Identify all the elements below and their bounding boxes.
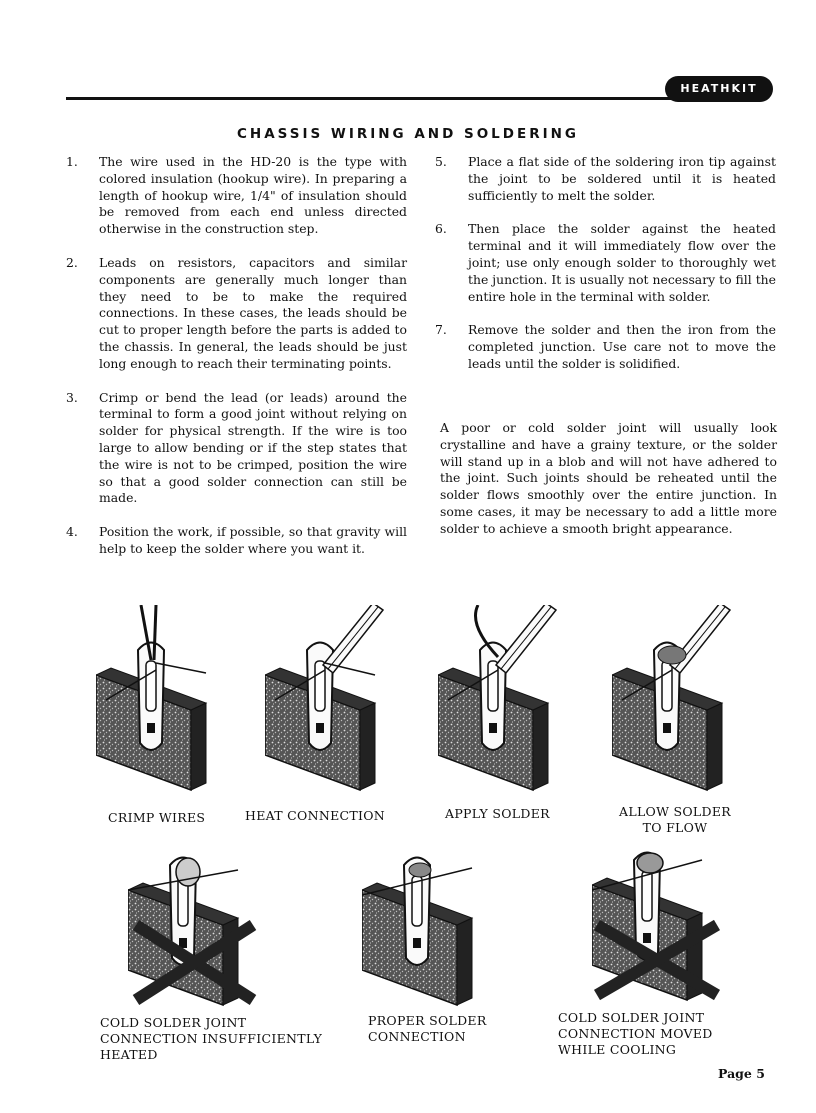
figure-heat-connection [265,605,400,805]
step-1 [66,154,407,238]
figure-cold-joint-insufficient-heat [128,850,263,1010]
caption-line: TO FLOW [642,820,708,835]
figure-allow-solder-to-flow [612,605,747,805]
heathkit-logo: HEATHKIT [665,76,773,102]
step-5 [435,154,776,204]
step-7 [435,322,776,372]
figure-apply-solder [438,605,573,805]
caption-cold-joint-2 [558,1010,713,1058]
caption-line: ALLOW SOLDER [619,804,731,819]
step-4 [66,524,407,558]
figure-proper-solder-connection [362,850,497,1010]
page-title: CHASSIS WIRING AND SOLDERING [236,126,580,142]
step-number: 3. [66,389,78,405]
caption-allow-solder [614,804,736,836]
step-6 [435,221,776,305]
caption-line: CONNECTION [368,1029,466,1044]
step-3 [66,390,407,508]
page-number: Page 5 [718,1066,765,1081]
caption-cold-joint-1 [100,1015,322,1063]
step-text: Place a flat side of the soldering iron tip against the joint to be soldered until it is heated sufficiently to melt the solder. [468,154,776,203]
step-text: Then place the solder against the heated terminal and it will immediately flow over the joint; use only enough solder to thoroughly wet the junction. It is usually not necessary to fill the entire hole in the terminal with solder. [468,221,776,304]
step-text: Position the work, if possible, so that gravity will help to keep the solder where you want it. [99,524,407,556]
step-number: 2. [66,254,78,270]
step-number: 6. [435,221,447,237]
left-column [66,154,407,558]
right-column [435,154,776,373]
step-text: The wire used in the HD-20 is the type with colored insulation (hookup wire). In preparing a length of hookup wire, 1/4" of insulation should be removed from each end unless directed otherwise in the construction step. [99,154,407,237]
header-rule [66,97,686,100]
caption-line: HEATED [100,1047,158,1062]
step-text: Crimp or bend the lead (or leads) around the terminal to form a good joint without relying on solder for physical strength. If the wire is too large to allow bending or if the step states that the wire is not to be crimped, position the wire so that a good solder connection can still be made. [99,389,407,506]
step-number: 5. [435,154,447,169]
caption-line: WHILE COOLING [558,1042,677,1057]
caption-apply-solder: APPLY SOLDER [445,806,550,821]
step-number: 4. [66,524,78,540]
caption-line: COLD SOLDER JOINT [100,1015,247,1030]
caption-line: COLD SOLDER JOINT [558,1010,705,1025]
figure-cold-joint-moved [592,845,727,1005]
figure-crimp-wires [96,605,231,805]
caption-line: CONNECTION MOVED [558,1026,713,1041]
step-number: 1. [66,154,78,169]
step-2 [66,255,407,373]
caption-proper-solder [368,1013,487,1045]
caption-crimp-wires: CRIMP WIRES [108,810,206,825]
caption-line: CONNECTION INSUFFICIENTLY [100,1031,323,1046]
cold-joint-paragraph: A poor or cold solder joint will usually look crystalline and have a grainy texture, or the solder will stand up in a blob and will not have adhered to the joint. Such joints should be reheated until the solder flows smoothly over the entire junction. In some cases, it may be necessary to add a little more solder to achieve a smooth bright appearance. [440,420,777,536]
step-number: 7. [435,322,447,338]
step-text: Leads on resistors, capacitors and similar components are generally much longer than they need to be to make the required connections. In these cases, the leads should be cut to proper length before the parts is added to the chassis. In general, the leads should be just long enough to reach their terminating points. [99,254,407,371]
caption-heat-connection: HEAT CONNECTION [245,808,386,823]
step-text: Remove the solder and then the iron from the completed junction. Use care not to move the leads until the solder is solidified. [468,322,776,371]
caption-line: PROPER SOLDER [368,1013,487,1028]
